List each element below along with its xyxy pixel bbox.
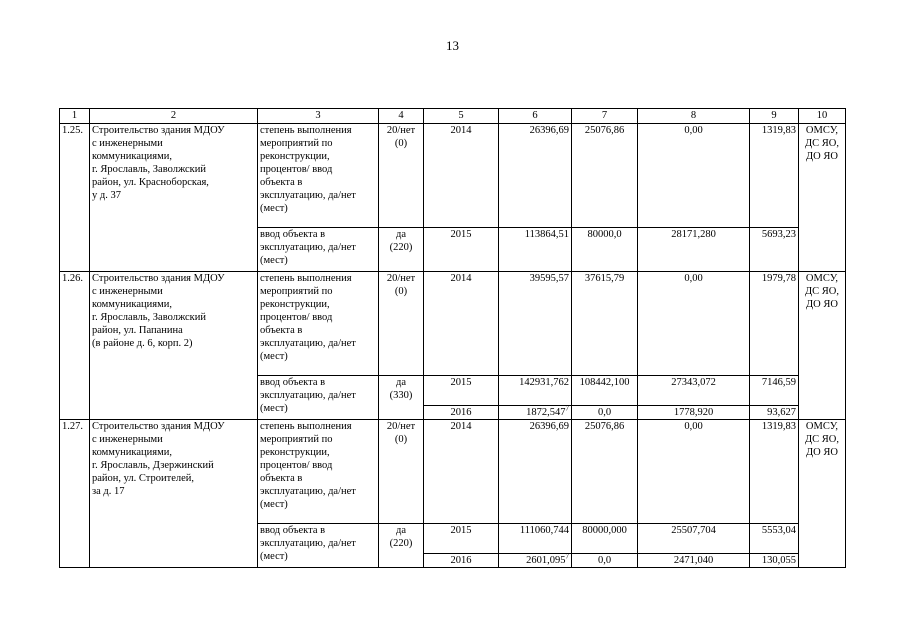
- column-header: 3: [258, 109, 379, 124]
- indicator-line: ввод объекта в: [260, 229, 326, 240]
- total-cell: [499, 228, 572, 272]
- indicator-line: эксплуатацию, да/нет: [260, 190, 356, 201]
- federal-cell: 37615,79: [572, 272, 638, 376]
- indicator-line: степень выполнения: [260, 421, 352, 432]
- indicator-value-line: (0): [394, 286, 408, 297]
- indicator-line: эксплуатацию, да/нет: [260, 242, 356, 253]
- column-header: 1: [60, 109, 90, 124]
- item-name-line: район, ул. Строителей,: [92, 473, 195, 484]
- page-number: 13: [446, 38, 459, 53]
- indicator-value-line: да: [395, 229, 406, 240]
- item-name-line: Строительство здания МДОУ: [92, 421, 225, 432]
- indicator-value-line: 20/нет: [386, 421, 416, 432]
- indicator-line: (мест): [260, 203, 288, 214]
- column-header: 6: [499, 109, 572, 124]
- regional-cell: 2471,040: [638, 554, 750, 568]
- column-header: 4: [379, 109, 424, 124]
- indicator-value: [379, 420, 424, 524]
- indicator-line: объекта в: [260, 325, 303, 336]
- indicator-line: процентов/ ввод: [260, 460, 333, 471]
- total-value: 111060,744: [519, 525, 569, 536]
- local-cell: 130,055: [750, 554, 799, 568]
- local-cell: 7146,59: [750, 376, 799, 406]
- item-name: [90, 420, 258, 568]
- total-cell: [499, 420, 572, 524]
- total-value: 39595,57: [529, 273, 569, 284]
- year-cell: 2014: [424, 420, 499, 524]
- indicator-line: ввод объекта в: [260, 377, 326, 388]
- indicator-value-line: (220): [389, 538, 413, 549]
- column-header: 5: [424, 109, 499, 124]
- item-number: 1.27.: [60, 420, 90, 568]
- indicator-value: [379, 124, 424, 228]
- column-header: 10: [799, 109, 846, 124]
- indicator-value-line: (0): [394, 434, 408, 445]
- indicator-name: [258, 420, 379, 524]
- total-cell: [499, 406, 572, 420]
- indicator-value-line: да: [395, 525, 406, 536]
- item-name-line: коммуникациями,: [92, 447, 172, 458]
- indicator-name: [258, 228, 379, 272]
- item-name-line: с инженерными: [92, 434, 163, 445]
- federal-cell: 0,0: [572, 554, 638, 568]
- total-cell: [499, 524, 572, 554]
- column-header: 7: [572, 109, 638, 124]
- footnote-mark: 7: [565, 552, 569, 561]
- regional-cell: 0,00: [638, 272, 750, 376]
- year-cell: 2015: [424, 524, 499, 554]
- total-value: 1872,547: [526, 407, 566, 418]
- indicator-value: [379, 228, 424, 272]
- regional-cell: 28171,280: [638, 228, 750, 272]
- item-name: [90, 124, 258, 272]
- local-cell: 5693,23: [750, 228, 799, 272]
- total-cell: [499, 376, 572, 406]
- year-cell: 2016: [424, 554, 499, 568]
- column-header: 8: [638, 109, 750, 124]
- indicator-value-line: да: [395, 377, 406, 388]
- table-row: [60, 272, 846, 376]
- indicator-value: [379, 272, 424, 376]
- federal-cell: 80000,000: [572, 524, 638, 554]
- indicator-line: объекта в: [260, 177, 303, 188]
- indicator-value-line: 20/нет: [386, 125, 416, 136]
- indicator-value-line: (330): [389, 390, 413, 401]
- indicator-line: (мест): [260, 551, 288, 562]
- indicator-name: [258, 376, 379, 420]
- indicator-line: процентов/ ввод: [260, 164, 333, 175]
- indicator-line: степень выполнения: [260, 273, 352, 284]
- indicator-line: объекта в: [260, 473, 303, 484]
- total-value: 142931,762: [519, 377, 569, 388]
- item-name-line: с инженерными: [92, 138, 163, 149]
- indicator-name: [258, 272, 379, 376]
- item-name-line: коммуникациями,: [92, 151, 172, 162]
- table-row: [60, 420, 846, 524]
- footnote-mark: 7: [565, 404, 569, 413]
- regional-cell: 0,00: [638, 420, 750, 524]
- executor-cell: ОМСУ, ДС ЯО, ДО ЯО: [799, 124, 846, 272]
- item-name: [90, 272, 258, 420]
- year-cell: 2014: [424, 272, 499, 376]
- item-name-line: коммуникациями,: [92, 299, 172, 310]
- indicator-value-line: (0): [394, 138, 408, 149]
- local-cell: 1319,83: [750, 124, 799, 228]
- item-name-line: г. Ярославль, Дзержинский: [92, 460, 214, 471]
- executor-cell: ОМСУ, ДС ЯО, ДО ЯО: [799, 272, 846, 420]
- item-number: 1.26.: [60, 272, 90, 420]
- item-name-line: Строительство здания МДОУ: [92, 125, 225, 136]
- item-name-line: с инженерными: [92, 286, 163, 297]
- total-cell: [499, 272, 572, 376]
- item-name-line: г. Ярославль, Заволжский: [92, 164, 207, 175]
- indicator-line: эксплуатацию, да/нет: [260, 538, 356, 549]
- indicator-line: реконструкции,: [260, 151, 330, 162]
- local-cell: 93,627: [750, 406, 799, 420]
- item-name-line: район, ул. Красноборская,: [92, 177, 209, 188]
- local-cell: 5553,04: [750, 524, 799, 554]
- indicator-name: [258, 524, 379, 568]
- indicator-value: [379, 524, 424, 568]
- federal-cell: 80000,0: [572, 228, 638, 272]
- indicator-line: (мест): [260, 351, 288, 362]
- program-table: [59, 108, 846, 568]
- indicator-line: реконструкции,: [260, 299, 330, 310]
- total-cell: [499, 554, 572, 568]
- year-cell: 2016: [424, 406, 499, 420]
- item-name-line: Строительство здания МДОУ: [92, 273, 225, 284]
- item-name-line: за д. 17: [92, 486, 125, 497]
- executor-cell: ОМСУ, ДС ЯО, ДО ЯО: [799, 420, 846, 568]
- indicator-line: ввод объекта в: [260, 525, 326, 536]
- year-cell: 2014: [424, 124, 499, 228]
- indicator-line: (мест): [260, 255, 288, 266]
- federal-cell: 25076,86: [572, 124, 638, 228]
- regional-cell: 1778,920: [638, 406, 750, 420]
- item-name-line: район, ул. Папанина: [92, 325, 183, 336]
- local-cell: 1319,83: [750, 420, 799, 524]
- indicator-line: (мест): [260, 403, 288, 414]
- federal-cell: 25076,86: [572, 420, 638, 524]
- total-cell: [499, 124, 572, 228]
- federal-cell: 108442,100: [572, 376, 638, 406]
- indicator-name: [258, 124, 379, 228]
- table-row: [60, 124, 846, 228]
- indicator-value: [379, 376, 424, 420]
- column-header: 9: [750, 109, 799, 124]
- local-cell: 1979,78: [750, 272, 799, 376]
- indicator-line: степень выполнения: [260, 125, 352, 136]
- indicator-line: эксплуатацию, да/нет: [260, 390, 356, 401]
- indicator-line: мероприятий по: [260, 286, 333, 297]
- indicator-value-line: 20/нет: [386, 273, 416, 284]
- indicator-line: реконструкции,: [260, 447, 330, 458]
- item-number: 1.25.: [60, 124, 90, 272]
- indicator-line: процентов/ ввод: [260, 312, 333, 323]
- item-name-line: г. Ярославль, Заволжский: [92, 312, 207, 323]
- year-cell: 2015: [424, 228, 499, 272]
- indicator-value-line: (220): [389, 242, 413, 253]
- total-value: 113864,51: [524, 229, 569, 240]
- indicator-line: эксплуатацию, да/нет: [260, 486, 356, 497]
- column-header: 2: [90, 109, 258, 124]
- total-value: 26396,69: [529, 421, 569, 432]
- indicator-line: эксплуатацию, да/нет: [260, 338, 356, 349]
- total-value: 2601,095: [526, 555, 566, 566]
- total-value: 26396,69: [529, 125, 569, 136]
- regional-cell: 27343,072: [638, 376, 750, 406]
- regional-cell: 0,00: [638, 124, 750, 228]
- year-cell: 2015: [424, 376, 499, 406]
- item-name-line: у д. 37: [92, 190, 121, 201]
- header-row: [60, 109, 846, 124]
- indicator-line: (мест): [260, 499, 288, 510]
- indicator-line: мероприятий по: [260, 138, 333, 149]
- federal-cell: 0,0: [572, 406, 638, 420]
- item-name-line: (в районе д. 6, корп. 2): [92, 338, 193, 349]
- indicator-line: мероприятий по: [260, 434, 333, 445]
- regional-cell: 25507,704: [638, 524, 750, 554]
